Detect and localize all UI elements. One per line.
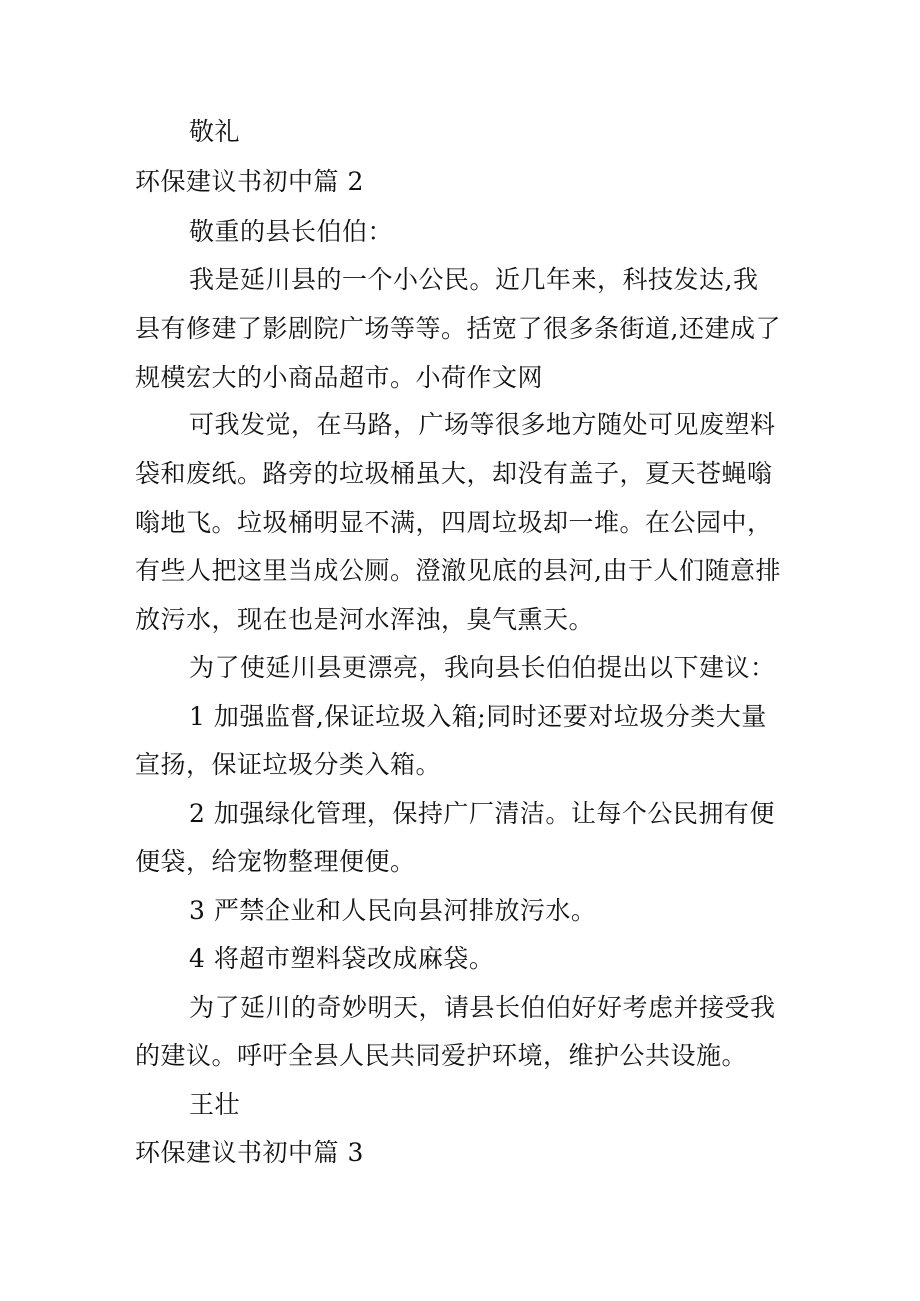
signature: 王壮 [189, 1090, 241, 1119]
list-item-continuation: 便袋，给宠物整理便便。 [135, 847, 416, 876]
list-item-continuation: 宣扬，保证垃圾分类入箱。 [135, 750, 442, 779]
paragraph-line: 我是延川县的一个小公民。近几年来，科技发达,我 [189, 265, 759, 294]
paragraph-line: 放污水，现在也是河水浑浊，臭气熏天。 [135, 605, 595, 634]
list-item: 3 严禁企业和人民向县河排放污水。 [189, 896, 597, 925]
paragraph-line: 可我发觉，在马路，广场等很多地方随处可见废塑料 [189, 410, 776, 439]
paragraph-line: 为了延川的奇妙明天，请县长伯伯好好考虑并接受我 [189, 993, 776, 1022]
paragraph-line: 为了使延川县更漂亮，我向县长伯伯提出以下建议： [189, 653, 776, 682]
salutation: 敬重的县长伯伯： [189, 217, 394, 246]
closing-text: 敬礼 [189, 117, 241, 146]
paragraph-line: 嗡地飞。垃圾桶明显不满，四周垃圾却一堆。在公园中， [135, 508, 773, 537]
paragraph-line: 县有修建了影剧院广场等等。括宽了很多条街道,还建成了 [135, 314, 781, 343]
list-item: 4 将超市塑料袋改成麻袋。 [189, 944, 495, 973]
paragraph-line: 有些人把这里当成公厕。澄澈见底的县河,由于人们随意排 [135, 556, 781, 585]
section-heading: 环保建议书初中篇 2 [135, 167, 364, 196]
section-heading: 环保建议书初中篇 3 [135, 1138, 364, 1167]
paragraph-line: 规模宏大的小商品超市。小荷作文网 [135, 363, 544, 392]
list-item: 2 加强绿化管理，保持广厂清洁。让每个公民拥有便 [189, 799, 775, 828]
paragraph-line: 的建议。呼吁全县人民共同爱护环境，维护公共设施。 [135, 1041, 748, 1070]
list-item: 1 加强监督,保证垃圾入箱;同时还要对垃圾分类大量 [189, 702, 767, 731]
paragraph-line: 袋和废纸。路旁的垃圾桶虽大，却没有盖子，夏天苍蝇嗡 [135, 459, 773, 488]
